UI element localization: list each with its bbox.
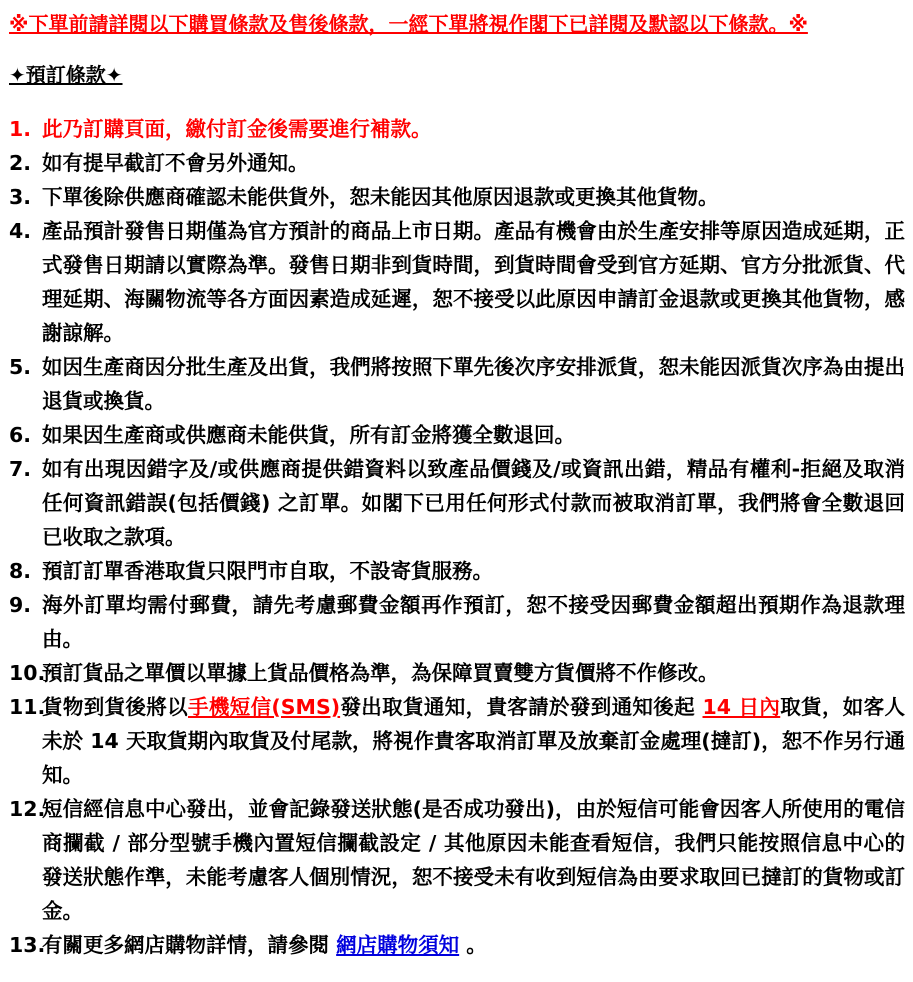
term-number: 10. [9, 661, 46, 685]
term-text: 海外訂單均需付郵費，請先考慮郵費金額再作預訂，恕不接受因郵費金額超出預期作為退款理由。 [42, 593, 905, 651]
term-text: 此乃訂購頁面，繳付訂金後需要進行補款。 [42, 117, 432, 141]
term-item-5 [9, 350, 905, 418]
term-number: 8. [9, 559, 32, 583]
shop-guide-link[interactable]: 網店購物須知 [336, 933, 460, 957]
term-item-11 [9, 690, 905, 792]
term-item-7 [9, 452, 905, 554]
term-text: 預訂貨品之單價以單據上貨品價格為準，為保障買賣雙方貨價將不作修改。 [42, 661, 719, 685]
term-item-10 [9, 656, 905, 690]
term-item-8 [9, 554, 905, 588]
term-number: 3. [9, 185, 32, 209]
term-number: 12. [9, 797, 46, 821]
term-text: 下單後除供應商確認未能供貨外，恕未能因其他原因退款或更換其他貨物。 [42, 185, 719, 209]
term-text-segment: 取貨，如客人未於 14 天取貨期內取貨及付尾款，將視作貴客取消訂單及放棄訂金處理(撻訂)，恕不作另行通知。 [42, 695, 906, 787]
term-text: 如果因生產商或供應商未能供貨，所有訂金將獲全數退回。 [42, 423, 575, 447]
term-item-4 [9, 214, 905, 350]
term-number: 9. [9, 593, 32, 617]
term-item-13 [9, 928, 905, 962]
term-text [42, 928, 905, 962]
term-number: 4. [9, 219, 32, 243]
sms-highlight: 手機短信(SMS) [188, 695, 341, 719]
term-text: 如因生產商因分批生產及出貨，我們將按照下單先後次序安排派貨，恕未能因派貨次序為由提出退貨或換貨。 [42, 355, 905, 413]
term-number: 7. [9, 457, 32, 481]
term-text [42, 690, 905, 792]
term-number: 11. [9, 695, 46, 719]
term-text-segment: 。 [459, 933, 487, 957]
term-text: 產品預計發售日期僅為官方預計的商品上市日期。產品有機會由於生產安排等原因造成延期，正式發售日期請以實際為準。發售日期非到貨時間，到貨時間會受到官方延期、官方分批派貨、代理延期、海關物流等各方面因素造成延遲，恕不接受以此原因申請訂金退款或更換其他貨物，感謝諒解。 [42, 219, 905, 345]
term-text-segment: 發出取貨通知，貴客請於發到通知後起 [340, 695, 703, 719]
term-number: 5. [9, 355, 32, 379]
terms-document [9, 10, 905, 962]
term-text-segment: 貨物到貨後將以 [42, 695, 188, 719]
term-item-3 [9, 180, 905, 214]
term-number: 13. [9, 933, 46, 957]
section-heading: ✦預訂條款✦ [9, 63, 123, 87]
term-item-6 [9, 418, 905, 452]
term-number: 6. [9, 423, 32, 447]
term-text: 預訂訂單香港取貨只限門市自取，不設寄貨服務。 [42, 559, 493, 583]
term-text: 如有提早截訂不會另外通知。 [42, 151, 309, 175]
notice-title: ※下單前請詳閱以下購買條款及售後條款，一經下單將視作閣下已詳閱及默認以下條款。※ [9, 12, 808, 36]
terms-list [9, 112, 905, 962]
term-text: 短信經信息中心發出，並會記錄發送狀態(是否成功發出)，由於短信可能會因客人所使用的電信商攔截 / 部分型號手機內置短信攔截設定 / 其他原因未能查看短信，我們只能按照信息中心的發送狀態作準，未能考慮客人個別情況，恕不接受未有收到短信為由要求取回已撻訂的貨物或訂金。 [42, 797, 905, 923]
pickup-deadline-highlight: 14 日內 [702, 695, 781, 719]
term-text-segment: 有關更多網店購物詳情，請參閱 [42, 933, 337, 957]
term-item-2 [9, 146, 905, 180]
term-item-12 [9, 792, 905, 928]
term-text: 如有出現因錯字及/或供應商提供錯資料以致產品價錢及/或資訊出錯，精品有權利-拒絕及取消任何資訊錯誤(包括價錢) 之訂單。如閣下已用任何形式付款而被取消訂單，我們將會全數退回已收取之款項。 [42, 457, 905, 549]
term-item-9 [9, 588, 905, 656]
term-number: 2. [9, 151, 32, 175]
term-item-1 [9, 112, 905, 146]
term-number: 1. [9, 117, 32, 141]
